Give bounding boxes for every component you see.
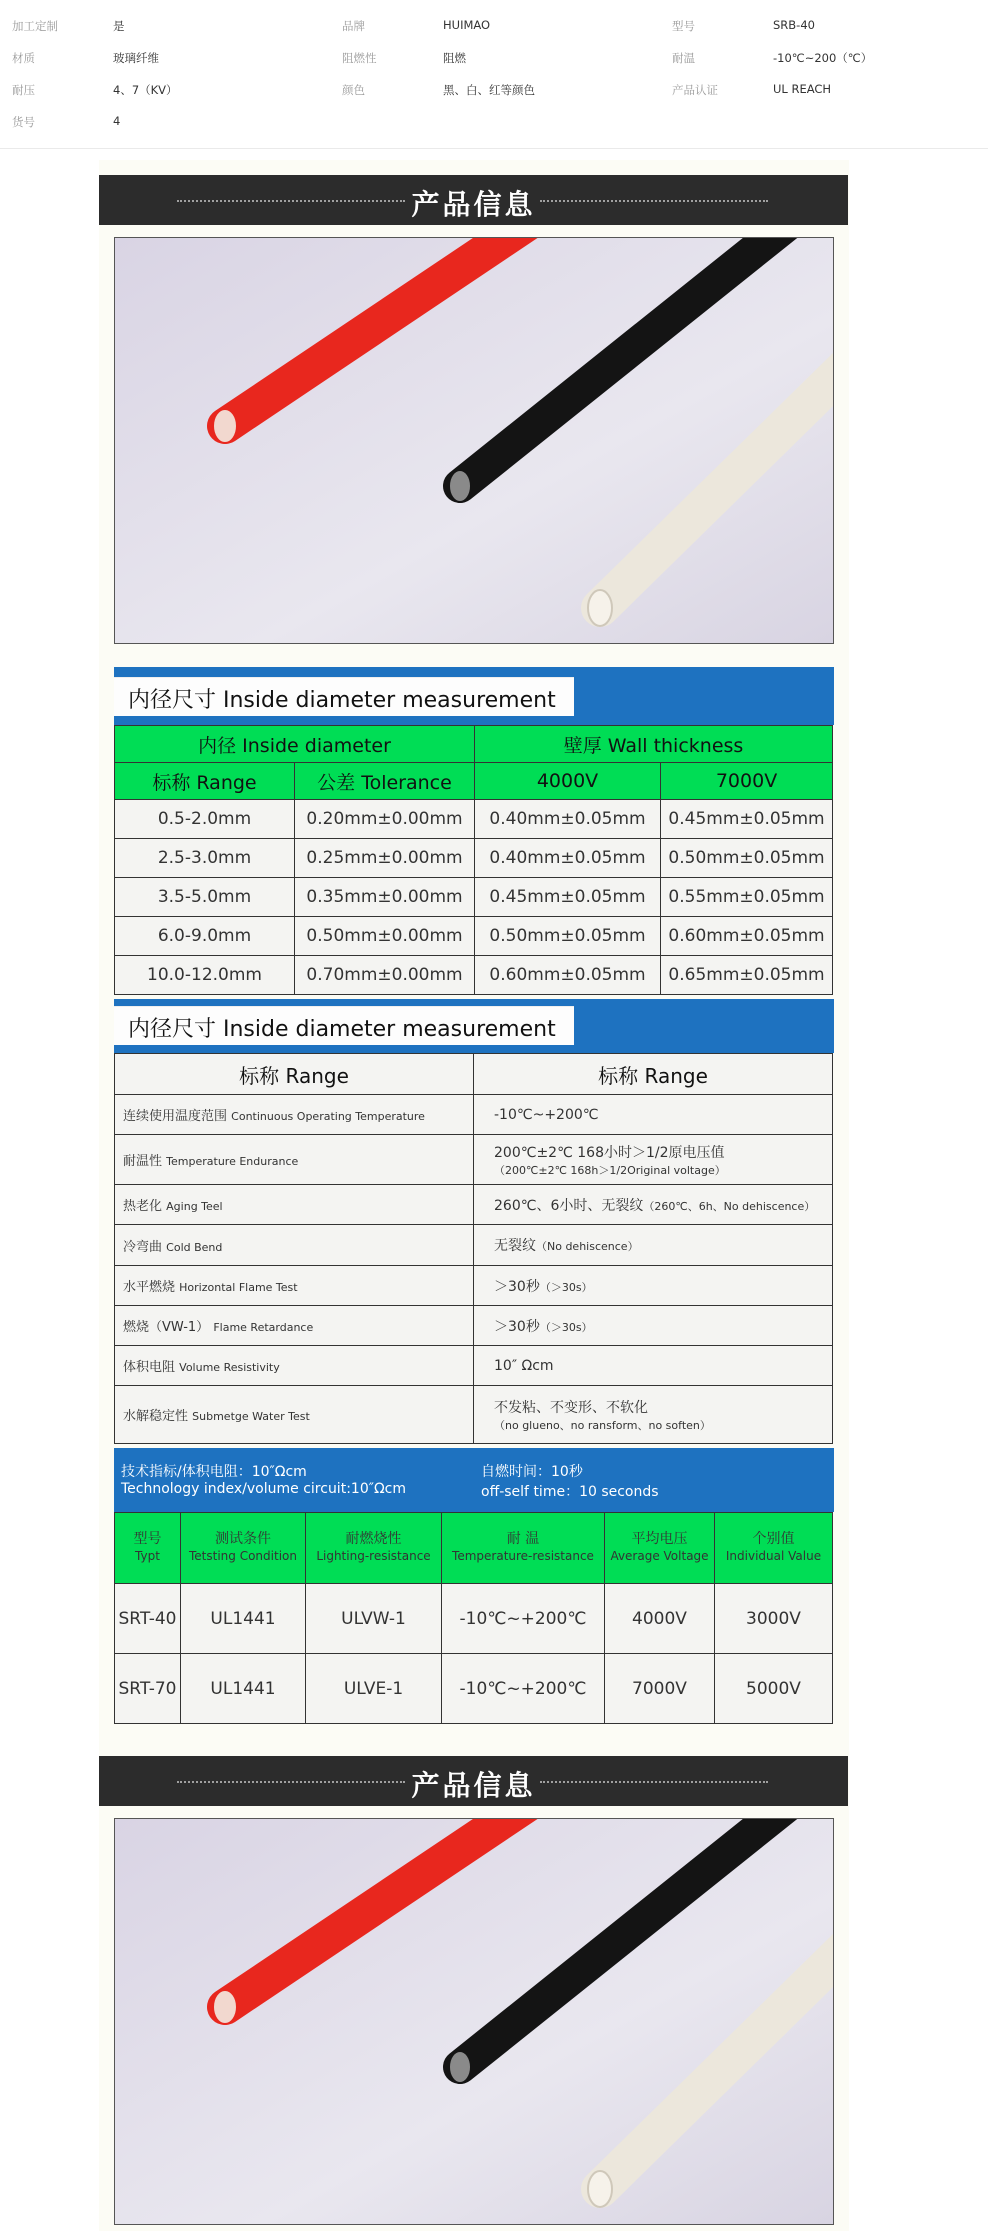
table-cell: ULVE-1 <box>306 1654 442 1724</box>
attribute-label: 产品认证 <box>672 83 718 97</box>
group-header-inside-diameter: 内径 Inside diameter <box>115 726 475 763</box>
property-name: 冷弯曲 <box>123 1239 163 1255</box>
table-cell: 0.65mm±0.05mm <box>661 956 833 995</box>
property-name: 水解稳定性 <box>123 1409 189 1424</box>
table-cell: 0.45mm±0.05mm <box>661 800 833 839</box>
header-en: Temperature-resistance <box>452 1549 594 1563</box>
column-header <box>306 1513 442 1584</box>
table-row <box>115 1346 833 1386</box>
table-cell: -10℃~+200℃ <box>442 1584 605 1654</box>
attribute-value: UL REACH <box>773 82 832 96</box>
header-en: Average Voltage <box>610 1549 709 1563</box>
table-cell: 5000V <box>715 1654 833 1724</box>
red-tube-end <box>213 409 237 443</box>
property-name-en: Temperature Endurance <box>166 1155 299 1168</box>
table-cell: 0.50mm±0.00mm <box>295 917 475 956</box>
banner-divider-right <box>540 200 768 202</box>
value-cell <box>474 1095 833 1135</box>
column-header: 标称 Range <box>115 1054 474 1095</box>
value-cell <box>474 1185 833 1225</box>
attribute-label: 型号 <box>672 19 695 33</box>
product-photo <box>114 237 834 644</box>
table-group-header-row <box>115 726 833 763</box>
section-heading <box>114 677 574 716</box>
property-cell <box>115 1266 474 1306</box>
property-cell <box>115 1095 474 1135</box>
header-zh: 平均电压 <box>631 1531 688 1547</box>
table-cell: 0.45mm±0.05mm <box>475 878 661 917</box>
attribute-label: 加工定制 <box>12 19 58 33</box>
table-cell: 0.25mm±0.00mm <box>295 839 475 878</box>
header-en: Individual Value <box>725 1549 822 1563</box>
column-header: 7000V <box>661 763 833 800</box>
property-name-en: Aging Teel <box>166 1200 223 1213</box>
column-header: 标称 Range <box>474 1054 833 1095</box>
property-cell <box>115 1225 474 1266</box>
property-name: 耐温性 <box>123 1154 163 1169</box>
banner-title: 产品信息 <box>411 1769 536 1802</box>
table-cell: 3.5-5.0mm <box>115 878 295 917</box>
property-cell <box>115 1386 474 1444</box>
black-tube-end <box>449 470 471 502</box>
property-cell <box>115 1306 474 1346</box>
table-cell: 0.55mm±0.05mm <box>661 878 833 917</box>
banner-title: 产品信息 <box>411 188 536 221</box>
table-cell: 10.0-12.0mm <box>115 956 295 995</box>
table-header-row <box>115 1054 833 1095</box>
section-heading-bar <box>114 999 834 1053</box>
header-zh: 个别值 <box>752 1531 795 1547</box>
performance-table <box>114 1053 833 1444</box>
property-value-sub: （no glueno、no ransform、no soften） <box>494 1418 711 1432</box>
property-value-sub: （No dehiscence） <box>536 1240 639 1253</box>
attribute-value: -10℃~200（℃） <box>773 51 873 65</box>
attribute-value: HUIMAO <box>443 18 491 32</box>
table-cell: 0.70mm±0.00mm <box>295 956 475 995</box>
property-name: 水平燃烧 <box>123 1280 176 1295</box>
table-row <box>115 800 833 839</box>
property-name: 热老化 <box>123 1199 163 1214</box>
section-heading-text: 内径尺寸 Inside diameter measurement <box>128 688 556 713</box>
column-header <box>605 1513 715 1584</box>
property-value-sub: （260℃、6h、No dehiscence） <box>643 1199 816 1213</box>
property-value-sub: （200℃±2℃ 168h＞1/2Original voltage） <box>494 1163 726 1177</box>
table-cell: 0.35mm±0.00mm <box>295 878 475 917</box>
header-en: Lighting-resistance <box>316 1549 431 1563</box>
property-value: ＞30秒 <box>494 1278 540 1295</box>
column-header <box>715 1513 833 1584</box>
column-header: 4000V <box>475 763 661 800</box>
property-cell <box>115 1346 474 1386</box>
property-value: ＞30秒 <box>494 1318 540 1335</box>
section-heading <box>114 1006 574 1045</box>
column-header: 公差 Tolerance <box>295 763 475 800</box>
attribute-value: 玻璃纤维 <box>113 51 159 65</box>
table-cell: 0.5-2.0mm <box>115 800 295 839</box>
red-tube-end <box>213 1990 237 2024</box>
table-cell: 2.5-3.0mm <box>115 839 295 878</box>
attribute-value: 阻燃 <box>443 51 466 65</box>
table-cell: 0.60mm±0.05mm <box>475 956 661 995</box>
value-cell <box>474 1306 833 1346</box>
sleeving-tubes-image <box>115 238 833 643</box>
property-value: -10℃~+200℃ <box>494 1106 599 1123</box>
header-en: Typt <box>135 1549 160 1563</box>
table-row <box>115 1185 833 1225</box>
attribute-label: 阻燃性 <box>342 51 377 65</box>
column-header: 标称 Range <box>115 763 295 800</box>
attribute-label: 材质 <box>12 51 35 65</box>
value-cell <box>474 1266 833 1306</box>
header-zh: 型号 <box>133 1531 162 1547</box>
section-banner <box>99 1756 848 1806</box>
white-tube-end <box>588 2171 612 2207</box>
model-test-table <box>114 1512 833 1724</box>
table-row <box>115 1135 833 1185</box>
product-attributes <box>0 0 988 149</box>
table-cell: ULVW-1 <box>306 1584 442 1654</box>
table-row <box>115 878 833 917</box>
table-cell: 0.50mm±0.05mm <box>475 917 661 956</box>
table-cell: 4000V <box>605 1584 715 1654</box>
value-cell <box>474 1346 833 1386</box>
column-header <box>115 1513 181 1584</box>
table-row <box>115 917 833 956</box>
property-value: 无裂纹 <box>494 1238 536 1254</box>
property-name: 体积电阻 <box>123 1360 176 1375</box>
property-name-en: Flame Retardance <box>213 1321 314 1334</box>
property-cell <box>115 1135 474 1185</box>
property-name-en: Cold Bend <box>166 1240 223 1254</box>
table-cell: UL1441 <box>181 1584 306 1654</box>
table-row <box>115 956 833 995</box>
section-heading-bar <box>114 667 834 725</box>
property-name: 连续使用温度范围 <box>123 1109 228 1124</box>
attribute-value: 4、7（KV） <box>113 83 178 97</box>
column-header <box>442 1513 605 1584</box>
attribute-label: 货号 <box>12 115 35 129</box>
attribute-label: 耐压 <box>12 83 35 97</box>
table-row <box>115 1584 833 1654</box>
table-cell: SRT-40 <box>115 1584 181 1654</box>
property-name-en: Horizontal Flame Test <box>179 1281 298 1294</box>
header-zh: 耐燃烧性 <box>345 1531 402 1547</box>
header-zh: 耐 温 <box>506 1531 540 1547</box>
self-time-zh: 自燃时间：10秒 <box>481 1464 583 1480</box>
attribute-label: 品牌 <box>342 19 365 33</box>
attribute-label: 颜色 <box>342 83 365 97</box>
header-en: Tetsting Condition <box>189 1549 297 1563</box>
value-cell <box>474 1135 833 1185</box>
header-zh: 测试条件 <box>215 1531 271 1547</box>
attribute-row <box>0 41 988 73</box>
product-photo <box>114 1818 834 2225</box>
table-header-row <box>115 1513 833 1584</box>
table-cell: UL1441 <box>181 1654 306 1724</box>
table-row <box>115 839 833 878</box>
property-value: 不发粘、不变形、不软化 <box>494 1399 648 1416</box>
table-row <box>115 1386 833 1444</box>
attribute-label: 耐温 <box>672 51 695 65</box>
tech-index-en: Technology index/volume circuit:10″Ωcm <box>121 1481 406 1497</box>
column-header <box>181 1513 306 1584</box>
attribute-value: 黑、白、红等颜色 <box>443 83 535 97</box>
self-time-en: off-self time：10 seconds <box>481 1484 659 1500</box>
banner-divider-right <box>540 1781 768 1783</box>
property-cell <box>115 1185 474 1225</box>
property-value: 10″ Ωcm <box>494 1357 554 1374</box>
value-cell <box>474 1225 833 1266</box>
property-name-en: Submetge Water Test <box>192 1410 310 1423</box>
table-cell: -10℃~+200℃ <box>442 1654 605 1724</box>
table-row <box>115 1225 833 1266</box>
value-cell <box>474 1386 833 1444</box>
table-row <box>115 1654 833 1724</box>
table-row <box>115 1095 833 1135</box>
attribute-value: SRB-40 <box>773 18 815 32</box>
property-value-sub: （＞30s） <box>539 1280 593 1294</box>
table-cell: 7000V <box>605 1654 715 1724</box>
property-name-en: Volume Resistivity <box>179 1361 280 1374</box>
table-cell: 3000V <box>715 1584 833 1654</box>
property-value-sub: （＞30s） <box>539 1320 593 1334</box>
tech-index-zh: 技术指标/体积电阻：10″Ωcm <box>121 1464 307 1480</box>
table-cell: 0.50mm±0.05mm <box>661 839 833 878</box>
group-header-wall-thickness: 壁厚 Wall thickness <box>475 726 833 763</box>
table-header-row <box>115 763 833 800</box>
property-name-en: Continuous Operating Temperature <box>231 1110 425 1123</box>
table-cell: 0.60mm±0.05mm <box>661 917 833 956</box>
table-cell: SRT-70 <box>115 1654 181 1724</box>
section-banner <box>99 175 848 225</box>
property-value: 200℃±2℃ 168小时＞1/2原电压值 <box>494 1144 725 1161</box>
table-row <box>115 1306 833 1346</box>
property-value: 260℃、6小时、无裂纹 <box>494 1197 644 1214</box>
attribute-row <box>0 105 988 137</box>
table-cell: 6.0-9.0mm <box>115 917 295 956</box>
specification-block <box>114 667 834 1717</box>
attribute-value: 是 <box>113 19 125 33</box>
sleeving-tubes-image <box>115 1819 833 2224</box>
attribute-row <box>0 9 988 41</box>
table-cell: 0.20mm±0.00mm <box>295 800 475 839</box>
table-cell: 0.40mm±0.05mm <box>475 800 661 839</box>
attribute-value: 4 <box>113 114 121 128</box>
table-row <box>115 1266 833 1306</box>
white-tube-end <box>588 590 612 626</box>
product-detail-content <box>99 160 849 2231</box>
table-cell: 0.40mm±0.05mm <box>475 839 661 878</box>
section-heading-text: 内径尺寸 Inside diameter measurement <box>128 1017 556 1042</box>
property-name: 燃烧（VW-1） <box>123 1320 210 1335</box>
technology-index-bar <box>114 1448 834 1512</box>
inside-diameter-table <box>114 725 833 995</box>
black-tube-end <box>449 2051 471 2083</box>
attribute-row <box>0 73 988 105</box>
